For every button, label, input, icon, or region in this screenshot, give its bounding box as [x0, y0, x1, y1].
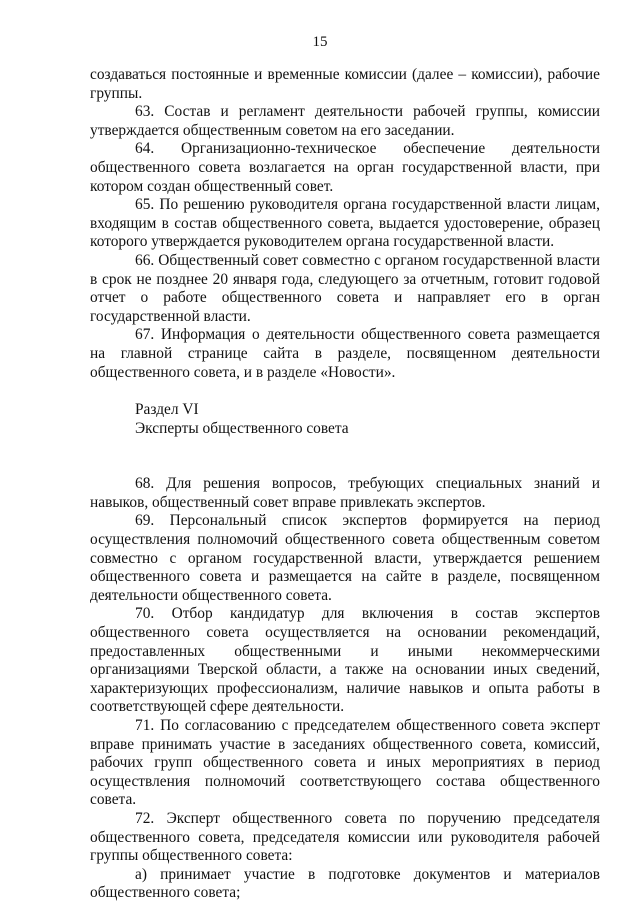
paragraph-64: 64. Организационно-техническое обеспечение деятельности общественного совета возлагается на орган государственной власти, при котором создан общественный совет.	[90, 140, 600, 195]
paragraph-72-a: а) принимает участие в подготовке документов и материалов общественного совета;	[90, 865, 600, 902]
paragraph-65: 65. По решению руководителя органа государственной власти лицам, входящим в состав общественного совета, выдается удостоверение, образец которого утверждается руководителем органа государственной власти.	[90, 196, 600, 251]
paragraph-70: 70. Отбор кандидатур для включения в состав экспертов общественного совета осуществляется на основании рекомендаций, предоставленных общественными и иными некоммерческими организациями Тверской области, а также на основании иных сведений, характеризующих профессионализм, наличие навыков и опыта работы в соответствующей сфере деятельности.	[90, 605, 600, 716]
paragraph-63: 63. Состав и регламент деятельности рабочей группы, комиссии утверждается общественным советом на его заседании.	[90, 103, 600, 139]
paragraph-71: 71. По согласованию с председателем общественного совета эксперт вправе принимать участие в заседаниях общественного совета, комиссий, рабочих групп общественного совета и иных мероприятиях в период осуществления полномочий соответствующего состава общественного совета.	[90, 717, 600, 809]
paragraph-69: 69. Персональный список экспертов формируется на период осуществления полномочий общественного совета общественным советом совместно с органом государственной власти, утверждается решением общественного совета и размещается на сайте в разделе, посвященном деятельности общественного совета.	[90, 512, 600, 604]
document-body	[90, 66, 600, 903]
paragraph-66: 66. Общественный совет совместно с органом государственной власти в срок не позднее 20 января года, следующего за отчетным, готовит годовой отчет о работе общественного совета и направляет его в орган государственной власти.	[90, 251, 600, 325]
page-number: 15	[312, 34, 328, 50]
paragraph-continuation: создаваться постоянные и временные комиссии (далее – комиссии), рабочие группы.	[90, 66, 600, 102]
paragraph-67: 67. Информация о деятельности общественного совета размещается на главной странице сайта в разделе, посвященном деятельности общественного совета, и в разделе «Новости».	[90, 326, 600, 381]
section-title: Эксперты общественного совета	[135, 419, 349, 437]
section-label: Раздел VI	[135, 401, 199, 419]
paragraph-72: 72. Эксперт общественного совета по поручению председателя общественного совета, председателя комиссии или руководителя рабочей группы общественного совета:	[90, 809, 600, 865]
paragraph-68: 68. Для решения вопросов, требующих специальных знаний и навыков, общественный совет вправе привлекать экспертов.	[90, 475, 600, 511]
